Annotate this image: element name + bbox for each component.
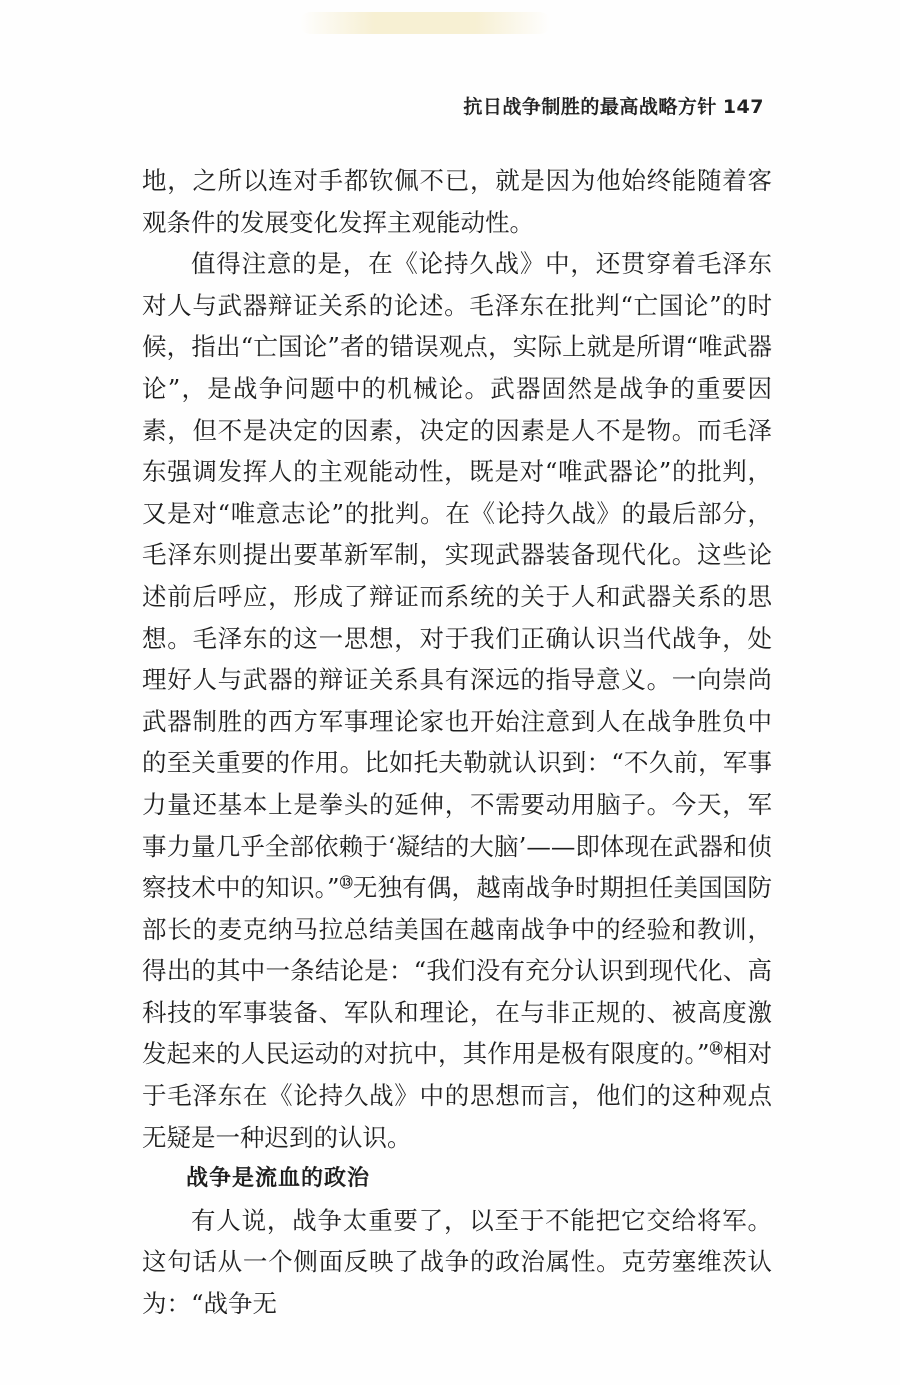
paragraph-2-text-b: 无独有偶，越南战争时期担任美国国防部长的麦克纳马拉总结美国在越南战争中的经验和教训，得出的其中一条结论是：“我们没有充分认识到现代化、高科技的军事装备、军队和理论，在与非正规的、被高度激发起来的人民运动的对抗中，其作用是极有限度的。” bbox=[142, 873, 772, 1069]
running-header bbox=[463, 92, 764, 119]
paragraph-2-text-c: 相对于毛泽东在《论持久战》中的思想而言，他们的这种观点无疑是一种迟到的认识。 bbox=[142, 1039, 772, 1152]
paragraph-1: 地，之所以连对手都钦佩不已，就是因为他始终能随着客观条件的发展变化发挥主观能动性。 bbox=[142, 166, 772, 237]
running-title: 抗日战争制胜的最高战略方针 bbox=[463, 96, 717, 118]
paragraph-2 bbox=[142, 243, 772, 1158]
footnote-marker-14: ⑭ bbox=[709, 1042, 723, 1058]
page-number: 147 bbox=[722, 96, 764, 118]
paragraph-2-text-a: 值得注意的是，在《论持久战》中，还贯穿着毛泽东对人与武器辩证关系的论述。毛泽东在批判“亡国论”的时候，指出“亡国论”者的错误观点，实际上就是所谓“唯武器论”，是战争问题中的机械论。武器固然是战争的重要因素，但不是决定的因素，决定的因素是人不是物。而毛泽东强调发挥人的主观能动性，既是对“唯武器论”的批判，又是对“唯意志论”的批判。在《论持久战》的最后部分，毛泽东则提出要革新军制，实现武器装备现代化。这些论述前后呼应，形成了辩证而系统的关于人和武器关系的思想。毛泽东的这一思想，对于我们正确认识当代战争，处理好人与武器的辩证关系具有深远的指导意义。一向崇尚武器制胜的西方军事理论家也开始注意到人在战争胜负中的至关重要的作用。比如托夫勒就认识到：“不久前，军事力量还基本上是拳头的延伸，不需要动用脑子。今天，军事力量几乎全部依赖于‘凝结的大脑’——即体现在武器和侦察技术中的知识。” bbox=[142, 249, 772, 903]
paragraph-3: 有人说，战争太重要了，以至于不能把它交给将军。这句话从一个侧面反映了战争的政治属性。克劳塞维茨认为：“战争无 bbox=[142, 1205, 772, 1319]
body-text bbox=[142, 160, 772, 1325]
section-heading: 战争是流血的政治 bbox=[186, 1166, 371, 1192]
page-stain bbox=[300, 12, 550, 34]
footnote-marker-13: ⑬ bbox=[339, 875, 353, 891]
